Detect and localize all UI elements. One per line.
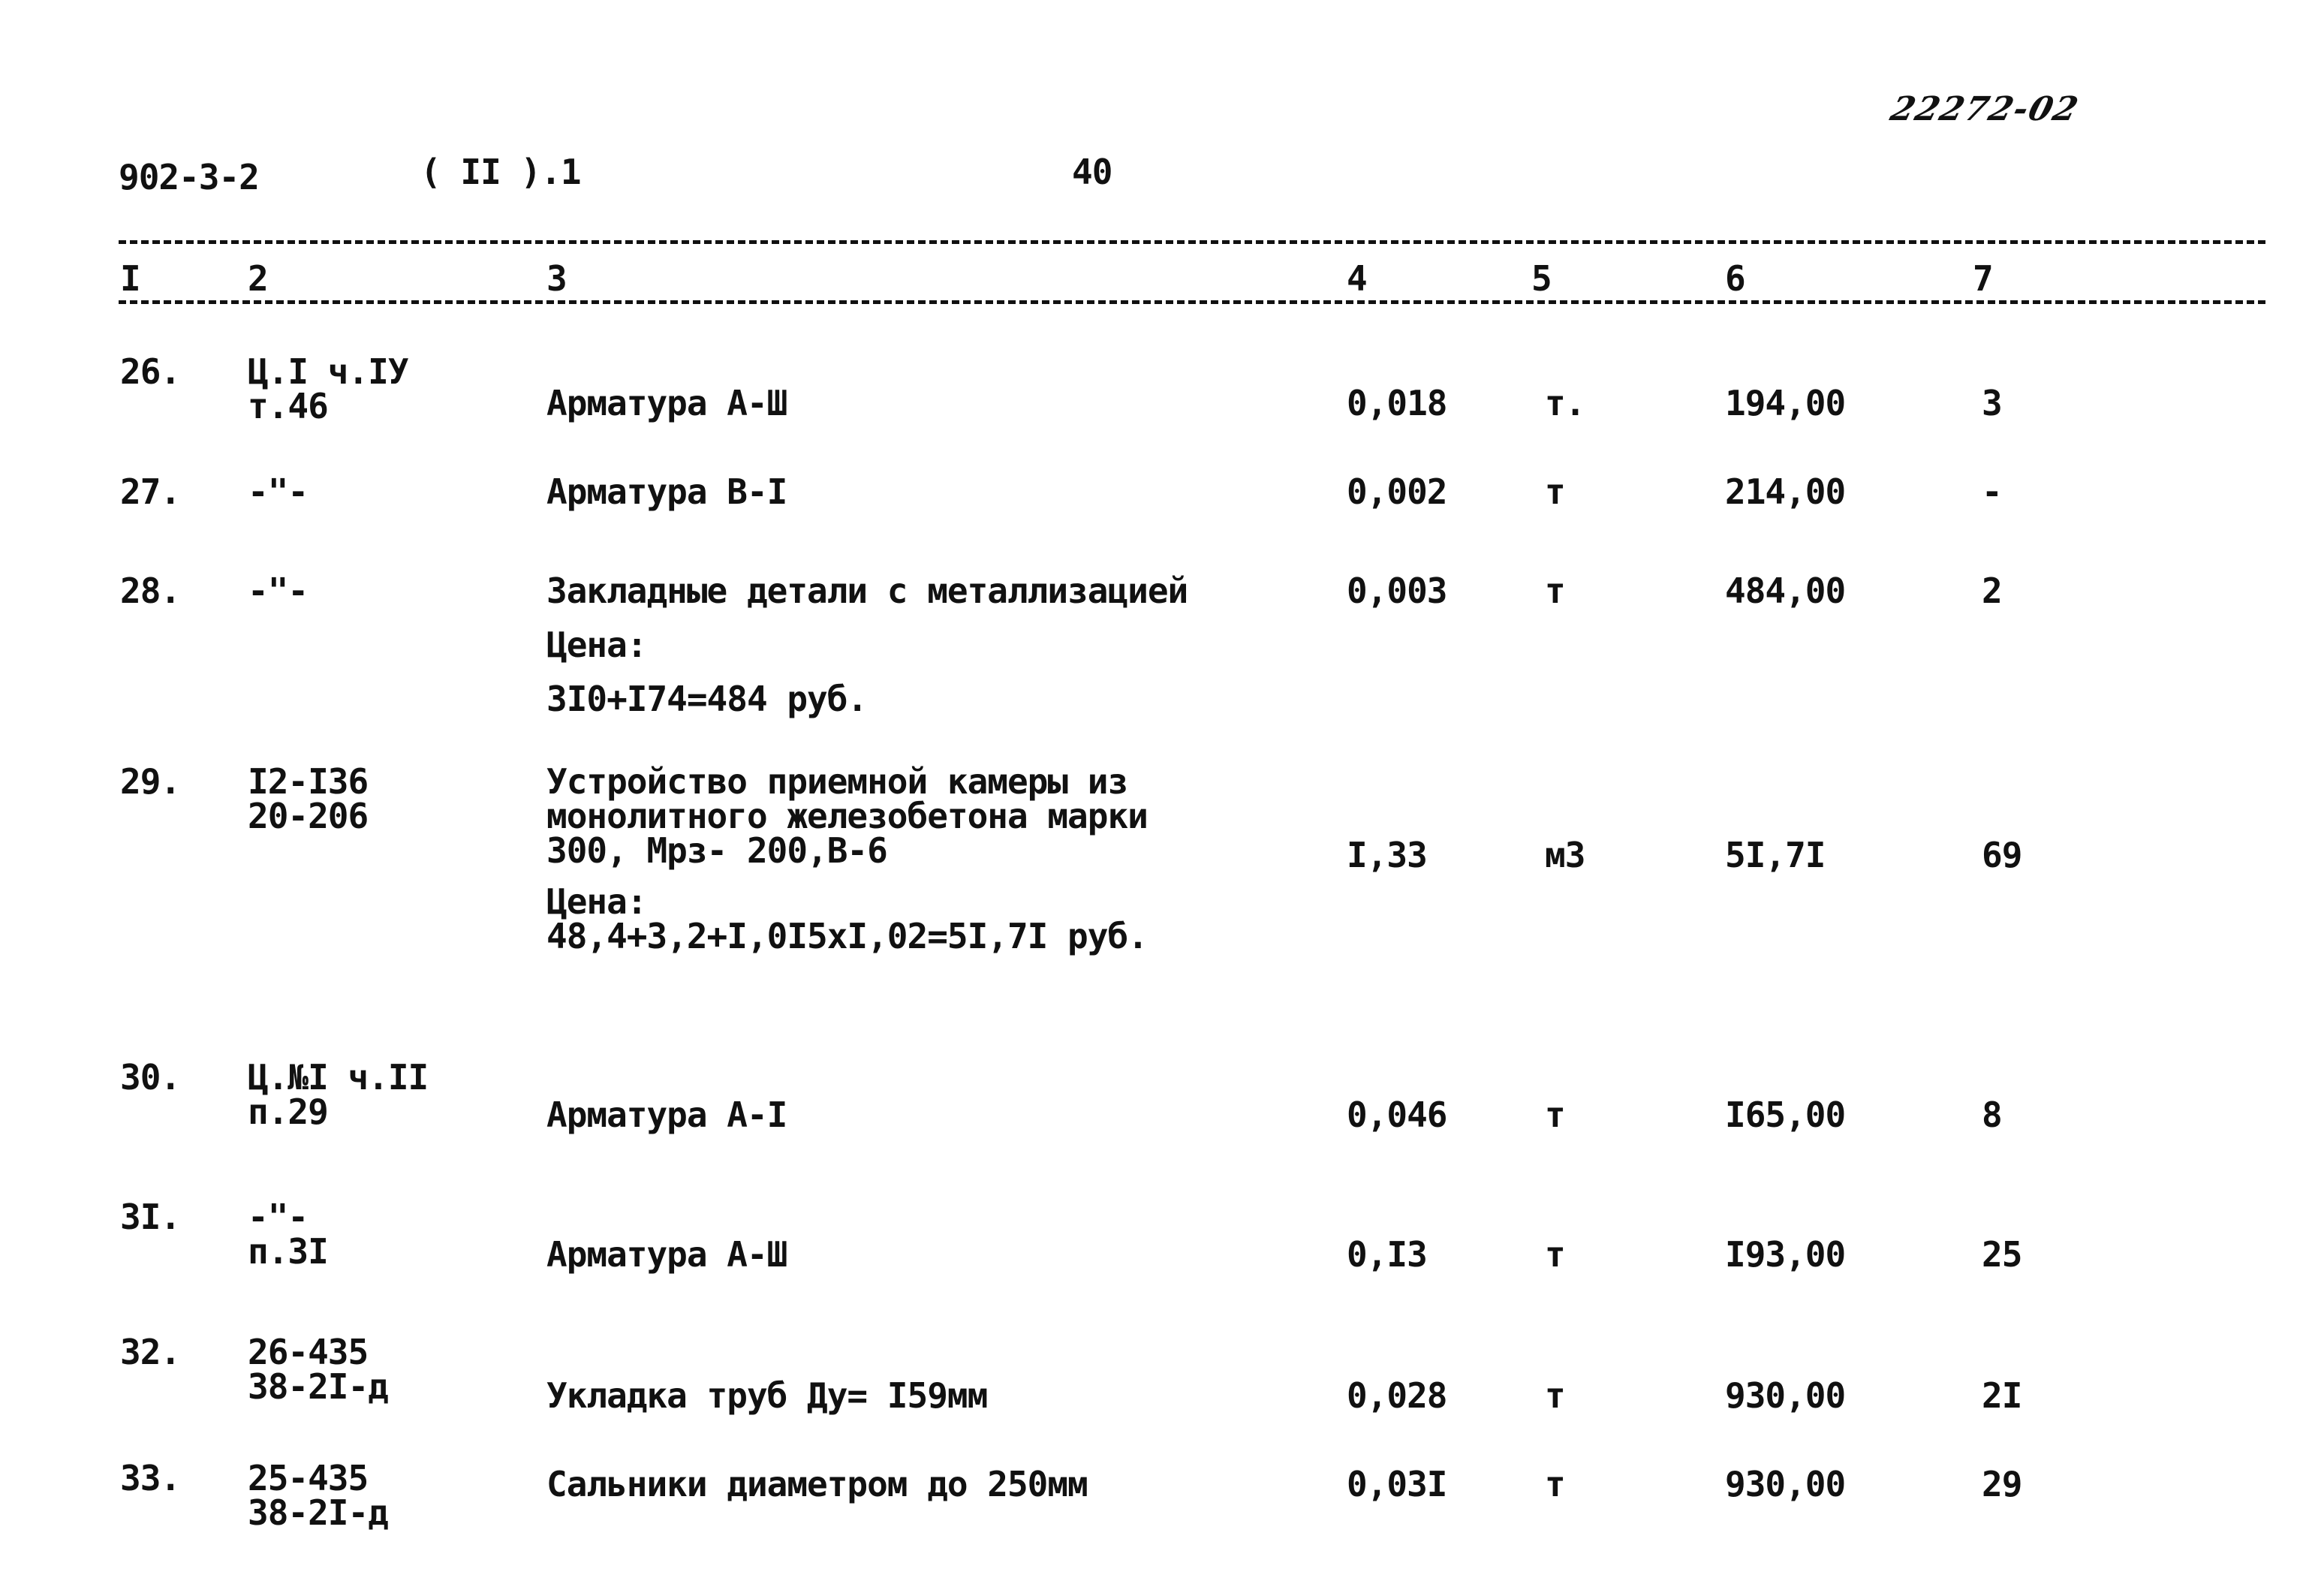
row-description: Арматура В-I	[546, 471, 787, 512]
row-total: 2	[1982, 571, 2002, 611]
row-total: -	[1982, 471, 2002, 512]
row-reference: п.29	[248, 1092, 328, 1132]
row-total: 3	[1982, 383, 2002, 423]
row-reference: 38-2I-д	[248, 1366, 388, 1407]
row-price: 214,00	[1725, 471, 1846, 512]
row-quantity: 0,046	[1347, 1095, 1447, 1135]
row-reference: 26-435	[248, 1332, 369, 1372]
row-price: 930,00	[1725, 1375, 1846, 1416]
row-quantity: 0,I3	[1347, 1234, 1427, 1275]
row-reference: 25-435	[248, 1458, 369, 1498]
table-top-rule	[119, 240, 2265, 244]
row-description: 300, Мрз- 200,В-6	[546, 830, 887, 871]
row-description: Закладные детали с металлизацией	[546, 571, 1188, 611]
row-price: 484,00	[1725, 571, 1846, 611]
row-number: 28.	[120, 571, 181, 611]
section-mark: ( II ).1	[420, 152, 581, 192]
row-reference: т.46	[248, 386, 328, 426]
row-price: 5I,7I	[1725, 835, 1826, 875]
row-reference: п.3I	[248, 1231, 328, 1272]
row-price: 930,00	[1725, 1464, 1846, 1504]
row-unit: т	[1545, 471, 1565, 512]
row-number: 32.	[120, 1332, 181, 1372]
archive-stamp: 22272-02	[1886, 90, 2084, 128]
row-reference: 20-206	[248, 796, 369, 836]
row-number: 33.	[120, 1458, 181, 1498]
row-description: Арматура А-Ш	[546, 1234, 787, 1275]
row-reference: -"-	[248, 571, 309, 611]
row-description: 48,4+3,2+I,0I5xI,02=5I,7I руб.	[546, 916, 1148, 956]
row-unit: т	[1545, 1234, 1565, 1275]
row-total: 69	[1982, 835, 2022, 875]
col-header-5: 5	[1531, 258, 1552, 299]
row-reference: I2-I36	[248, 761, 369, 802]
row-number: 29.	[120, 761, 181, 802]
row-description: Укладка труб Ду= I59мм	[546, 1375, 988, 1416]
row-reference: Ц.I ч.IУ	[248, 351, 408, 392]
row-number: 27.	[120, 471, 181, 512]
col-header-6: 6	[1725, 258, 1745, 299]
row-description: 3I0+I74=484 руб.	[546, 679, 868, 719]
row-unit: т	[1545, 1464, 1565, 1504]
col-header-4: 4	[1347, 258, 1367, 299]
row-description: Цена:	[546, 625, 647, 665]
row-description: Цена:	[546, 881, 647, 922]
row-number: 3I.	[120, 1197, 181, 1237]
col-header-2: 2	[248, 258, 268, 299]
row-quantity: 0,03I	[1347, 1464, 1447, 1504]
row-quantity: 0,002	[1347, 471, 1447, 512]
row-unit: т	[1545, 1095, 1565, 1135]
row-reference: Ц.№I ч.II	[248, 1057, 429, 1098]
row-price: 194,00	[1725, 383, 1846, 423]
row-reference: -"-	[248, 1197, 309, 1237]
row-unit: т.	[1545, 383, 1585, 423]
row-description: монолитного железобетона марки	[546, 796, 1148, 836]
col-header-7: 7	[1973, 258, 1993, 299]
col-header-3: 3	[546, 258, 567, 299]
table-header-rule	[119, 300, 2265, 304]
row-price: I93,00	[1725, 1234, 1846, 1275]
row-price: I65,00	[1725, 1095, 1846, 1135]
row-unit: т	[1545, 571, 1565, 611]
row-description: Арматура А-I	[546, 1095, 787, 1135]
row-quantity: I,33	[1347, 835, 1427, 875]
row-reference: -"-	[248, 471, 309, 512]
row-reference: 38-2I-д	[248, 1492, 388, 1533]
row-description: Устройство приемной камеры из	[546, 761, 1128, 802]
row-description: Сальники диаметром до 250мм	[546, 1464, 1088, 1504]
row-total: 29	[1982, 1464, 2022, 1504]
row-quantity: 0,018	[1347, 383, 1447, 423]
row-unit: м3	[1545, 835, 1585, 875]
row-quantity: 0,003	[1347, 571, 1447, 611]
document-code: 902-3-2	[119, 157, 259, 197]
row-number: 26.	[120, 351, 181, 392]
row-description: Арматура А-Ш	[546, 383, 787, 423]
row-total: 2I	[1982, 1375, 2022, 1416]
row-total: 8	[1982, 1095, 2002, 1135]
row-unit: т	[1545, 1375, 1565, 1416]
row-total: 25	[1982, 1234, 2022, 1275]
page-number: 40	[1072, 152, 1112, 192]
row-quantity: 0,028	[1347, 1375, 1447, 1416]
col-header-1: I	[120, 258, 140, 299]
row-number: 30.	[120, 1057, 181, 1098]
